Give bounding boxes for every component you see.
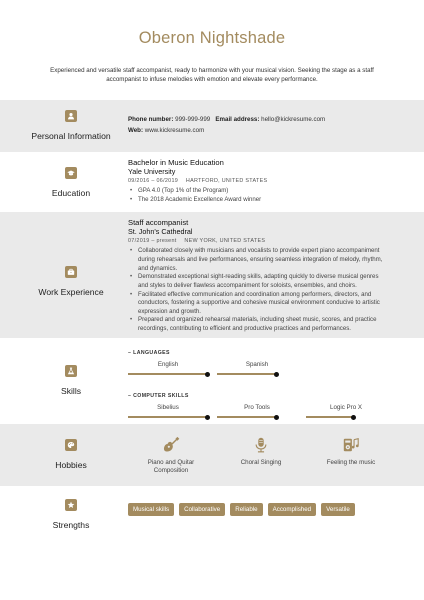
education-bullets bbox=[128, 187, 390, 204]
skill-level-fill bbox=[306, 416, 354, 418]
strengths-section bbox=[0, 486, 424, 550]
skill-level-bar bbox=[306, 416, 386, 418]
skill-logic-pro-x bbox=[306, 404, 386, 418]
hobby-item bbox=[306, 436, 396, 467]
experience-dates: 07/2019 – present bbox=[128, 238, 177, 244]
personal-information-section bbox=[0, 100, 424, 152]
hobby-label: Choral Singing bbox=[240, 459, 282, 466]
education-meta bbox=[128, 178, 390, 185]
list-item: • Facilitated effective communication and coordination among performers, directors, and conductors, fostering a supportive and cohesive musical environment conducive to artistic expression and growth. bbox=[128, 291, 390, 317]
skills-section bbox=[0, 338, 424, 424]
graduation-cap-icon bbox=[65, 167, 77, 179]
strength-tag: Musical skills bbox=[128, 503, 174, 516]
music-player-icon bbox=[342, 436, 360, 454]
strength-tag: Accomplished bbox=[268, 503, 317, 516]
section-title: Work Experience bbox=[38, 286, 104, 297]
experience-location: NEW YORK, UNITED STATES bbox=[184, 238, 266, 244]
star-icon bbox=[65, 499, 77, 511]
skill-name: Spanish bbox=[245, 361, 269, 369]
skill-sibelius bbox=[128, 404, 208, 418]
skill-name: Logic Pro X bbox=[330, 404, 362, 412]
email-value[interactable]: hello@kickresume.com bbox=[261, 116, 326, 123]
skill-level-dot bbox=[274, 372, 279, 377]
school: Yale University bbox=[128, 166, 176, 176]
list-item: • Collaborated closely with musicians and vocalists to provide expert piano accompaniment during rehearsals and live performances, ensuring seamless integration of melody, rhythm, and dynamics. bbox=[128, 247, 390, 273]
hobby-label: Piano and Quitar Composition bbox=[147, 459, 195, 475]
experience-bullets bbox=[128, 247, 390, 333]
phone-value: 999-999-999 bbox=[175, 116, 211, 123]
section-title: Skills bbox=[60, 385, 82, 396]
skill-level-bar bbox=[217, 416, 297, 418]
education-dates: 09/2016 – 06/2019 bbox=[128, 178, 179, 184]
section-title: Education bbox=[51, 187, 91, 198]
skill-name: English bbox=[157, 361, 179, 369]
skill-level-dot bbox=[351, 415, 356, 420]
skill-english bbox=[128, 361, 208, 375]
hobby-item bbox=[216, 436, 306, 467]
web-value[interactable]: www.kickresume.com bbox=[144, 127, 205, 135]
summary: Experienced and versatile staff accompanist, ready to harmonize with your musical vision. Seeking the stage as a staff accompanist to infuse melodies with emotion and elevate every performance. bbox=[50, 67, 374, 84]
skill-pro-tools bbox=[217, 404, 297, 418]
skill-level-dot bbox=[205, 415, 210, 420]
section-title: Hobbies bbox=[55, 459, 87, 470]
guitar-icon bbox=[162, 436, 180, 454]
contact-line-1 bbox=[128, 116, 390, 124]
list-item: • GPA 4.0 (Top 1% of the Program) bbox=[128, 187, 390, 196]
computer-skills-heading: – COMPUTER SKILLS bbox=[128, 393, 189, 400]
hobbies-section bbox=[0, 424, 424, 486]
section-title: Strengths bbox=[52, 519, 90, 530]
work-experience-section bbox=[0, 212, 424, 338]
skill-level-fill bbox=[217, 416, 277, 418]
strength-tag: Collaborative bbox=[179, 503, 225, 516]
list-item: • Demonstrated exceptional sight-reading skills, adapting quickly to diverse musical genres and styles to deliver flawless accompaniment for soloists, ensembles, and choirs. bbox=[128, 273, 390, 290]
briefcase-icon bbox=[65, 266, 77, 278]
section-title: Personal Information bbox=[31, 130, 111, 141]
list-item: • The 2018 Academic Excellence Award winner bbox=[128, 196, 390, 205]
email-label: Email address: bbox=[215, 116, 260, 123]
education-section bbox=[0, 152, 424, 212]
skill-level-bar bbox=[217, 373, 297, 375]
skill-level-dot bbox=[205, 372, 210, 377]
degree: Bachelor in Music Education bbox=[128, 158, 224, 167]
skill-level-dot bbox=[274, 415, 279, 420]
web-label: Web: bbox=[128, 127, 144, 135]
computer-skills-row bbox=[128, 404, 390, 426]
skill-level-bar bbox=[128, 373, 208, 375]
phone-label: Phone number: bbox=[128, 116, 174, 123]
employer: St. John's Cathedral bbox=[128, 226, 193, 236]
flask-icon bbox=[65, 365, 77, 377]
skill-level-bar bbox=[128, 416, 208, 418]
list-item: • Prepared and organized rehearsal materials, including sheet music, scores, and practice recordings, contributing to efficient and productive practices and performances. bbox=[128, 316, 390, 333]
skill-name: Pro Tools bbox=[244, 404, 270, 412]
experience-meta bbox=[128, 238, 390, 245]
job-role: Staff accompanist bbox=[128, 218, 189, 227]
languages-row bbox=[128, 361, 390, 383]
skill-name: Sibelius bbox=[157, 404, 179, 412]
languages-heading: – LANGUAGES bbox=[128, 350, 170, 356]
strength-tag: Reliable bbox=[230, 503, 262, 516]
microphone-icon bbox=[252, 436, 270, 454]
skill-level-fill bbox=[217, 373, 277, 375]
skill-spanish bbox=[217, 361, 297, 375]
section-label bbox=[0, 100, 142, 152]
contact-line-2 bbox=[128, 127, 390, 135]
candidate-name: Oberon Nightshade bbox=[138, 29, 286, 47]
person-icon bbox=[65, 110, 77, 122]
palette-icon bbox=[65, 439, 77, 451]
skill-level-fill bbox=[128, 373, 208, 375]
skill-level-fill bbox=[128, 416, 208, 418]
strength-tag: Versatile bbox=[321, 503, 355, 516]
education-location: HARTFORD, UNITED STATES bbox=[185, 178, 268, 184]
hobby-item bbox=[126, 436, 216, 476]
hobby-label: Feeling the music bbox=[326, 459, 376, 466]
